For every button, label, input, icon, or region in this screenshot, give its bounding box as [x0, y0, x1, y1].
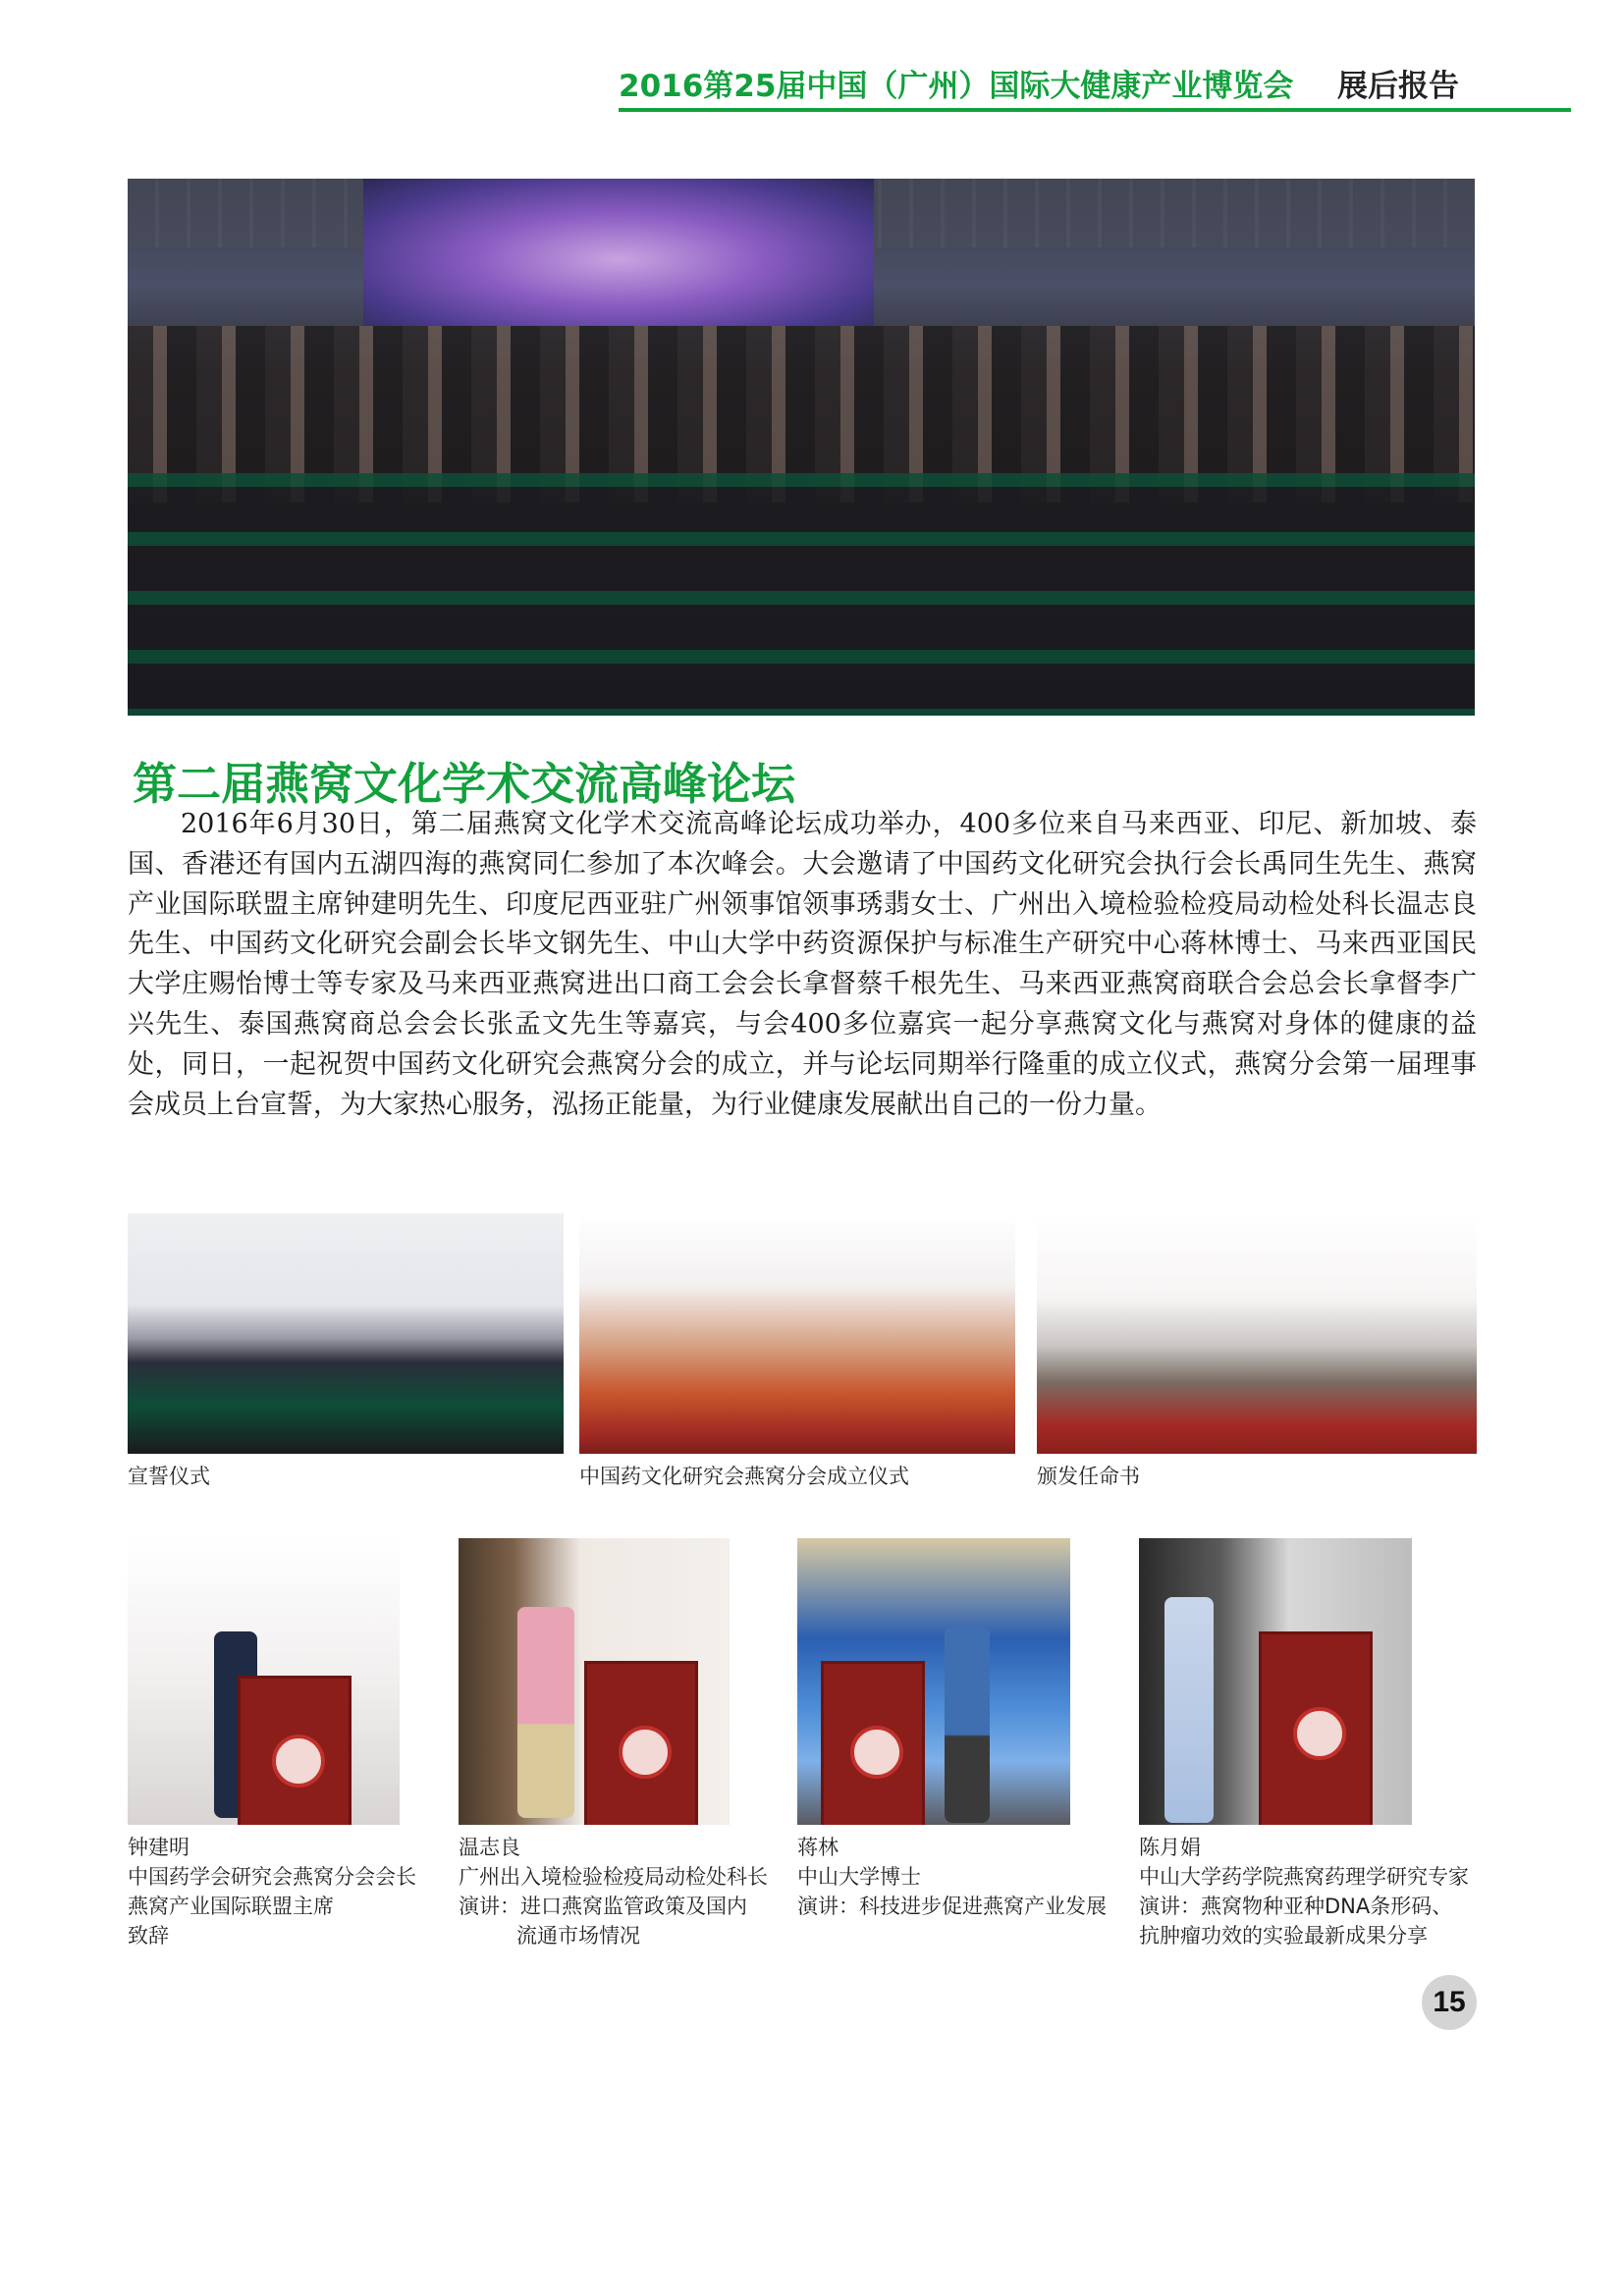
photo-speaker-zhong — [128, 1538, 400, 1825]
hero-seat-rows — [128, 473, 1475, 716]
header-title: 2016第25届中国（广州）国际大健康产业博览会 — [619, 69, 1294, 104]
page-number: 15 — [1422, 1975, 1477, 2030]
section-paragraph: 2016年6月30日，第二届燕窝文化学术交流高峰论坛成功举办，400多位来自马来西亚、印尼、新加坡、泰国、香港还有国内五湖四海的燕窝同仁参加了本次峰会。大会邀请了中国药文化研究会执行会长禹同生先生、燕窝产业国际联盟主席钟建明先生、印度尼西亚驻广州领事馆领事琇翡女士、广州出入境检验检疫局动检处科长温志良先生、中国药文化研究会副会长毕文钢先生、中山大学中药资源保护与标准生产研究中心蒋林博士、马来西亚国民大学庄赐怡博士等专家及马来西亚燕窝进出口商工会会长拿督蔡千根先生、马来西亚燕窝商联合会总会长拿督李广兴先生、泰国燕窝商总会会长张孟文先生等嘉宾，与会400多位嘉宾一起分享燕窝文化与燕窝对身体的健康的益处，同日，一起祝贺中国药文化研究会燕窝分会的成立，并与论坛同期举行隆重的成立仪式，燕窝分会第一届理事会成员上台宣誓，为大家热心服务，泓扬正能量，为行业健康发展献出自己的一份力量。 — [128, 809, 1477, 1120]
speaker-caption-chen — [1139, 1833, 1469, 1950]
speaker-line: 演讲：燕窝物种亚种DNA条形码、 — [1139, 1895, 1453, 1918]
speaker-name: 钟建明 — [128, 1836, 189, 1859]
speaker-name: 陈月娟 — [1139, 1836, 1201, 1859]
speaker-line: 演讲：科技进步促进燕窝产业发展 — [797, 1895, 1107, 1918]
speaker-line: 燕窝产业国际联盟主席 — [128, 1895, 334, 1918]
podium-icon — [584, 1661, 698, 1825]
header-subtitle: 展后报告 — [1337, 69, 1459, 104]
speaker-line: 演讲：进口燕窝监管政策及国内 — [459, 1895, 747, 1918]
photo-branch-founding-ceremony — [579, 1213, 1015, 1454]
caption-branch-founding: 中国药文化研究会燕窝分会成立仪式 — [579, 1465, 909, 1488]
header-rule — [619, 108, 1571, 112]
podium-icon — [1259, 1631, 1373, 1825]
photo-appointment-letters — [1037, 1213, 1477, 1454]
photo-speaker-jiang — [797, 1538, 1070, 1825]
speaker-figure — [945, 1627, 990, 1823]
section-body — [128, 805, 1477, 1125]
hero-stage-screen — [363, 179, 874, 326]
speaker-caption-wen — [459, 1833, 768, 1950]
speaker-name: 蒋林 — [797, 1836, 839, 1859]
photo-speaker-chen — [1139, 1538, 1412, 1825]
photo-oath-ceremony — [128, 1213, 564, 1454]
caption-appointment: 颁发任命书 — [1037, 1465, 1140, 1488]
speaker-name: 温志良 — [459, 1836, 520, 1859]
speaker-line: 中山大学药学院燕窝药理学研究专家 — [1139, 1865, 1469, 1889]
speaker-caption-zhong — [128, 1833, 416, 1950]
speaker-figure — [1164, 1597, 1214, 1823]
section-title: 第二届燕窝文化学术交流高峰论坛 — [133, 758, 796, 810]
hero-photo-forum-audience — [128, 179, 1475, 716]
speaker-line: 流通市场情况 — [516, 1924, 640, 1948]
speaker-line: 广州出入境检验检疫局动检处科长 — [459, 1865, 768, 1889]
speaker-caption-jiang — [797, 1833, 1107, 1921]
speaker-line: 中国药学会研究会燕窝分会会长 — [128, 1865, 416, 1889]
speaker-line: 抗肿瘤功效的实验最新成果分享 — [1139, 1924, 1428, 1948]
speaker-line: 致辞 — [128, 1924, 169, 1948]
speaker-line: 中山大学博士 — [797, 1865, 921, 1889]
podium-icon — [238, 1676, 352, 1825]
photo-speaker-wen — [459, 1538, 730, 1825]
podium-icon — [821, 1661, 925, 1825]
caption-oath-ceremony: 宣誓仪式 — [128, 1465, 210, 1488]
speaker-figure — [517, 1607, 574, 1818]
